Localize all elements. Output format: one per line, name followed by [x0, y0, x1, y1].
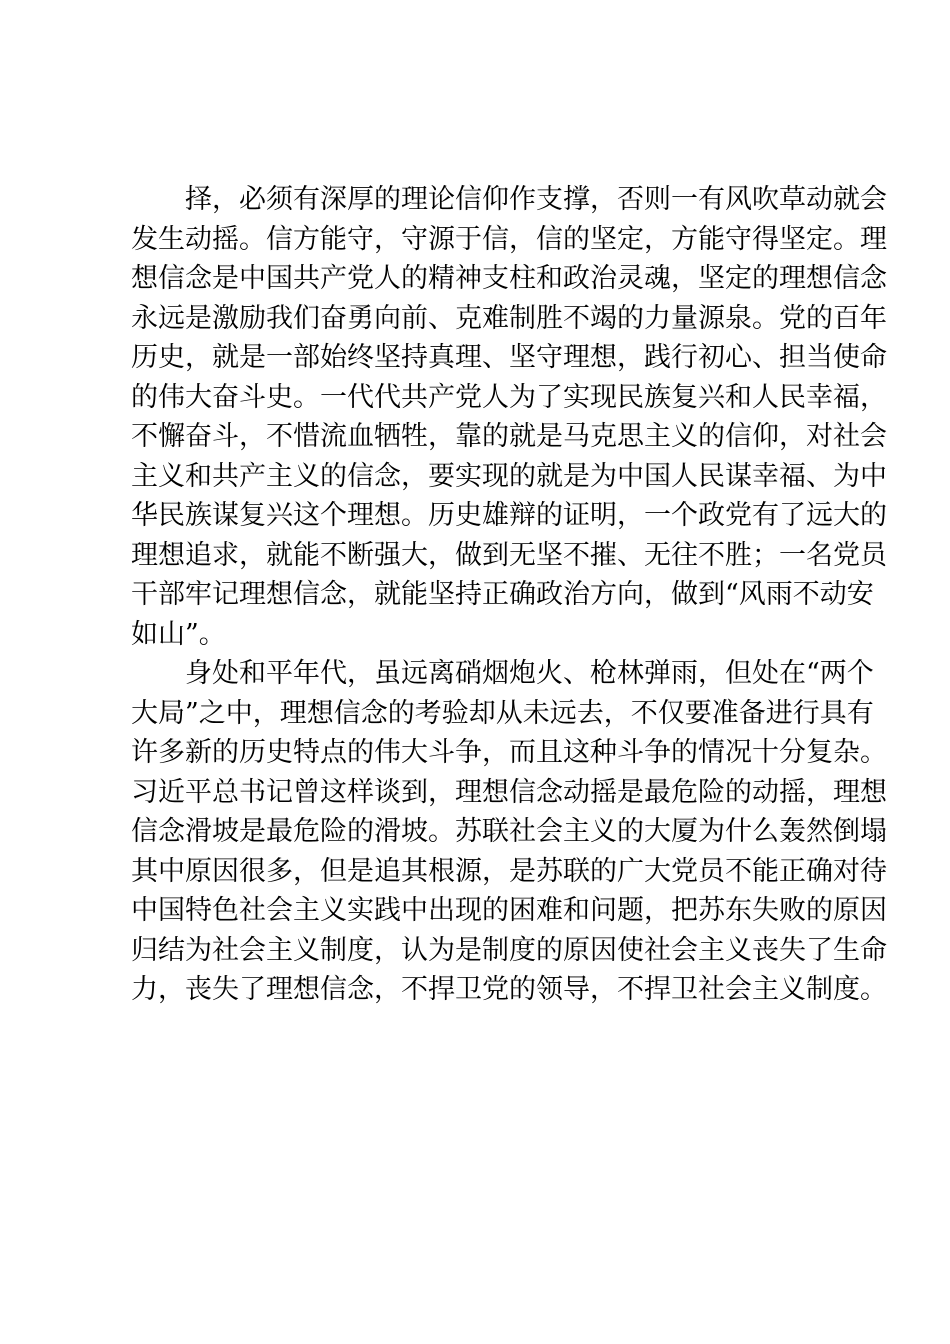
text-line: 发生动摇。信方能守，守源于信，信的坚定，方能守得坚定。理	[131, 223, 887, 255]
text-line: 身处和平年代，虽远离硝烟炮火、枪林弹雨，但处在“两个	[185, 658, 874, 689]
text-line: 习近平总书记曾这样谈到，理想信念动摇是最危险的动摇，理想	[131, 776, 887, 808]
text-line: 择，必须有深厚的理论信仰作支撑，否则一有风吹草动就会	[185, 184, 887, 215]
body-text	[131, 180, 887, 1010]
text-line: 想信念是中国共产党人的精神支柱和政治灵魂，坚定的理想信念	[131, 263, 887, 294]
text-line: 力，丧失了理想信念，不捍卫党的领导，不捍卫社会主义制度。	[131, 974, 887, 1005]
text-line: 大局”之中，理想信念的考验却从未远去，不仅要准备进行具有	[131, 697, 874, 729]
text-line: 理想追求，就能不断强大，做到无坚不摧、无往不胜；一名党员	[131, 539, 887, 571]
text-line: 其中原因很多，但是追其根源，是苏联的广大党员不能正确对待	[131, 855, 887, 887]
text-line: 如山”。	[131, 618, 226, 650]
text-line: 信念滑坡是最危险的滑坡。苏联社会主义的大厦为什么轰然倒塌	[131, 816, 887, 847]
text-line: 主义和共产主义的信念，要实现的就是为中国人民谋幸福、为中	[131, 460, 887, 492]
paragraph-1	[131, 180, 887, 654]
text-line: 华民族谋复兴这个理想。历史雄辩的证明，一个政党有了远大的	[131, 500, 887, 531]
text-line: 许多新的历史特点的伟大斗争，而且这种斗争的情况十分复杂。	[131, 737, 887, 768]
text-line: 干部牢记理想信念，就能坚持正确政治方向，做到“风雨不动安	[131, 579, 874, 610]
paragraph-2	[131, 654, 887, 1010]
text-line: 中国特色社会主义实践中出现的困难和问题，把苏东失败的原因	[131, 895, 887, 926]
text-line: 永远是激励我们奋勇向前、克难制胜不竭的力量源泉。党的百年	[131, 302, 887, 334]
text-line: 不懈奋斗，不惜流血牺牲，靠的就是马克思主义的信仰，对社会	[131, 421, 887, 452]
text-line: 归结为社会主义制度，认为是制度的原因使社会主义丧失了生命	[131, 934, 887, 966]
text-line: 的伟大奋斗史。一代代共产党人为了实现民族复兴和人民幸福，	[131, 381, 887, 413]
text-line: 历史，就是一部始终坚持真理、坚守理想，践行初心、担当使命	[131, 342, 887, 373]
